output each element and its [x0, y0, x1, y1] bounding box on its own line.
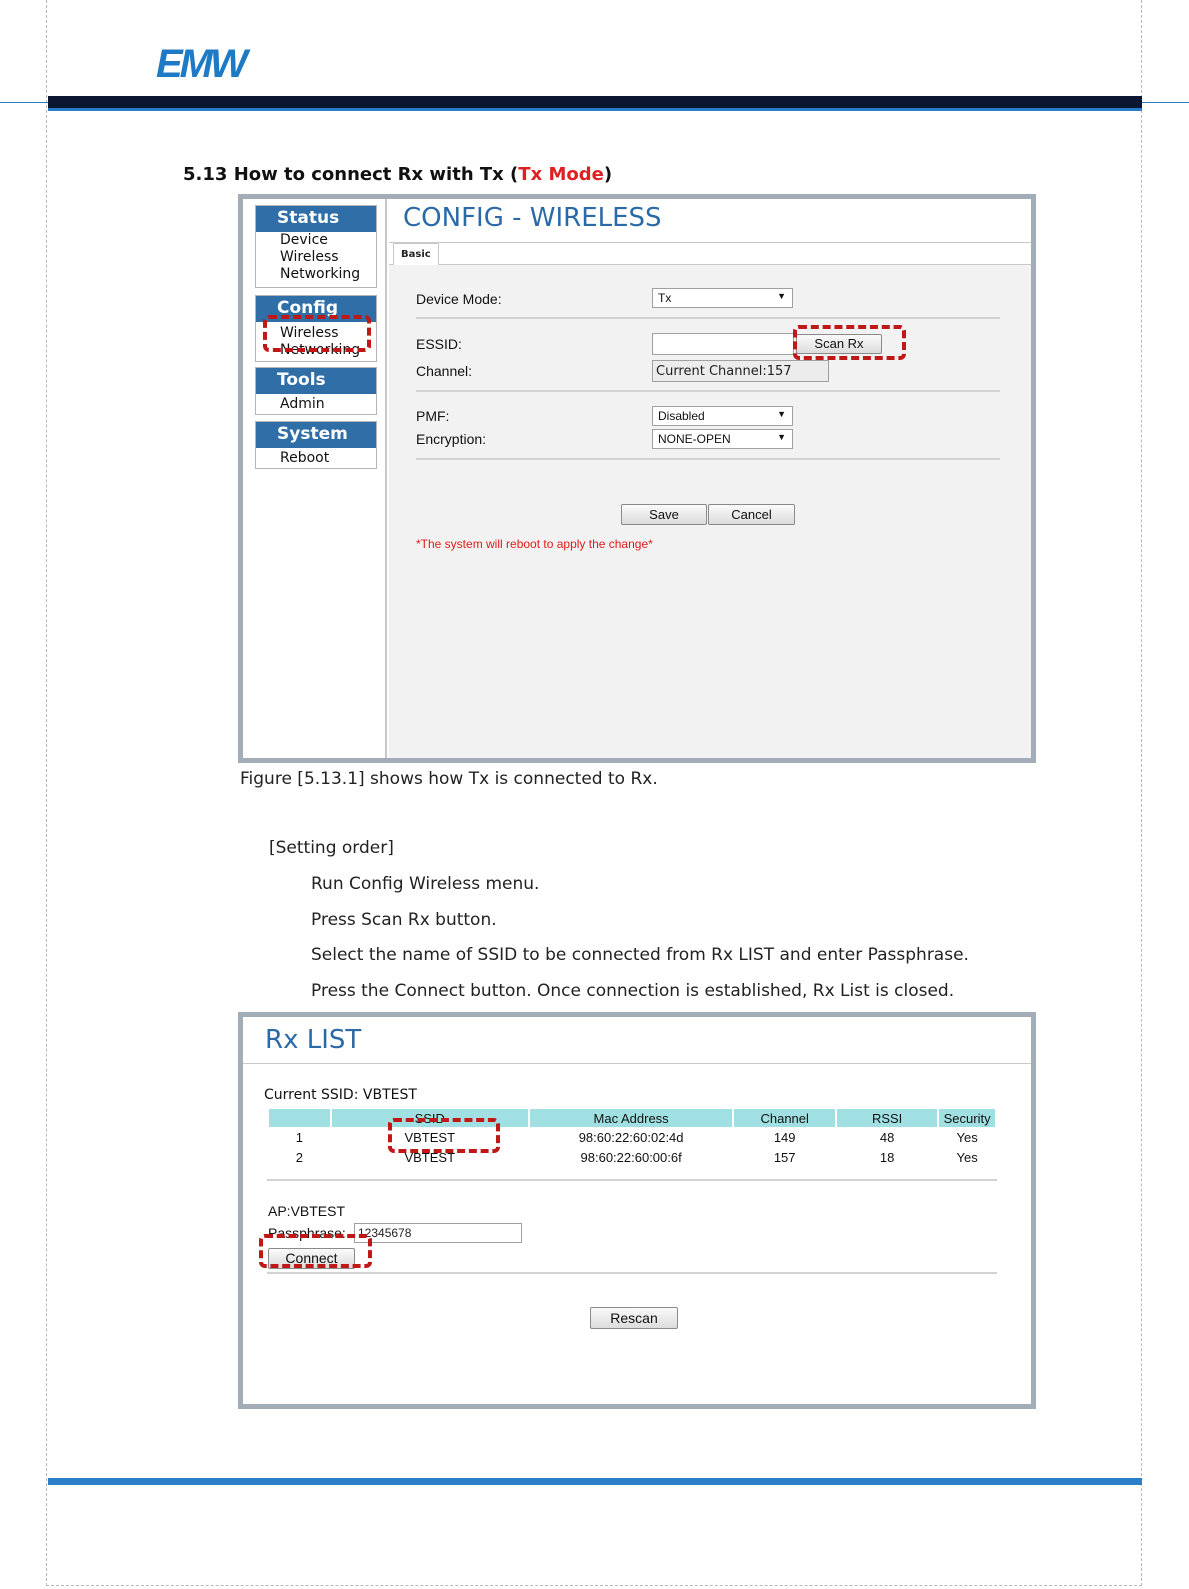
- form-area: [389, 264, 1031, 758]
- menu-item-networking-status[interactable]: Networking: [280, 266, 361, 282]
- table-header-row: [269, 1109, 995, 1127]
- highlight-ssid: [388, 1118, 500, 1153]
- col-mac: Mac Address: [530, 1109, 732, 1127]
- rx-table: [267, 1109, 997, 1167]
- cell-ssid[interactable]: VBTEST: [404, 1129, 456, 1145]
- encryption-value: NONE-OPEN: [658, 432, 731, 446]
- col-ssid: SSID: [332, 1109, 528, 1127]
- divider: [267, 1272, 997, 1274]
- channel-readonly: Current Channel:157: [652, 360, 829, 382]
- cell-index: 2: [295, 1149, 303, 1165]
- highlight-wireless-menu: [263, 315, 371, 352]
- step-3: Select the name of SSID to be connected from Rx LIST and enter Passphrase.: [311, 945, 969, 965]
- menu-item-wireless-status[interactable]: Wireless: [280, 249, 339, 265]
- menu-item-networking-config[interactable]: Networking: [280, 342, 361, 358]
- section-number: 5.13: [183, 164, 228, 185]
- connect-button[interactable]: Connect: [268, 1248, 355, 1269]
- menu-head-tools[interactable]: Tools: [256, 368, 376, 394]
- menu-group-status: [255, 205, 377, 288]
- col-rssi: RSSI: [837, 1109, 937, 1127]
- dropdown-arrow-icon: ▼: [777, 291, 786, 301]
- menu-head-status[interactable]: Status: [256, 206, 376, 232]
- divider: [416, 317, 1000, 319]
- dropdown-arrow-icon: ▼: [777, 409, 786, 419]
- encryption-label: Encryption:: [416, 431, 487, 447]
- cancel-button[interactable]: Cancel: [708, 504, 795, 525]
- config-wireless-screenshot: [238, 194, 1036, 763]
- step-2: Press Scan Rx button.: [311, 910, 497, 930]
- header-bar: [48, 96, 1142, 111]
- setting-order-heading: [Setting order]: [269, 838, 394, 858]
- section-title-end: ): [603, 164, 613, 185]
- ap-label: AP:VBTEST: [268, 1203, 346, 1219]
- essid-label: ESSID:: [416, 336, 462, 352]
- divider: [416, 458, 1000, 460]
- rescan-button[interactable]: Rescan: [590, 1307, 678, 1329]
- cell-channel: 149: [773, 1129, 796, 1145]
- cell-index: 1: [295, 1129, 303, 1145]
- section-title: [183, 164, 612, 185]
- cell-rssi: 18: [879, 1149, 895, 1165]
- menu-item-wireless-config[interactable]: Wireless: [280, 325, 339, 341]
- section-title-mode: Tx Mode: [518, 164, 604, 185]
- menu-group-tools: [255, 367, 377, 415]
- cell-ssid[interactable]: VBTEST: [404, 1149, 456, 1165]
- reboot-warning: *The system will reboot to apply the change*: [416, 537, 653, 551]
- save-button[interactable]: Save: [621, 504, 707, 525]
- figure-caption: Figure [5.13.1] shows how Tx is connected to Rx.: [240, 769, 658, 789]
- pmf-label: PMF:: [416, 408, 450, 424]
- cell-mac: 98:60:22:60:02:4d: [578, 1129, 684, 1145]
- menu-item-reboot[interactable]: Reboot: [280, 450, 330, 466]
- step-4: Press the Connect button. Once connection is established, Rx List is closed.: [311, 981, 955, 1001]
- pmf-select[interactable]: [652, 406, 793, 426]
- highlight-connect: [259, 1234, 372, 1268]
- menu-head-config[interactable]: Config: [256, 296, 376, 322]
- menu-group-system: [255, 421, 377, 469]
- title-rule: [243, 1063, 1031, 1064]
- highlight-scan-rx: [793, 325, 906, 360]
- essid-input[interactable]: [652, 333, 794, 355]
- current-ssid: Current SSID: VBTEST: [264, 1087, 417, 1103]
- tab-rule: [389, 242, 1031, 243]
- emw-logo: EMW: [156, 42, 245, 86]
- pmf-value: Disabled: [658, 409, 705, 423]
- passphrase-input[interactable]: 12345678: [354, 1223, 522, 1243]
- col-security: Security: [939, 1109, 995, 1127]
- device-mode-label: Device Mode:: [416, 291, 502, 307]
- device-mode-select[interactable]: [652, 288, 793, 308]
- footer-bar: [48, 1478, 1142, 1485]
- divider: [267, 1179, 997, 1181]
- cell-security: Yes: [956, 1149, 978, 1165]
- rx-list-title: Rx LIST: [265, 1025, 362, 1055]
- cell-mac: 98:60:22:60:00:6f: [580, 1149, 682, 1165]
- col-channel: Channel: [734, 1109, 835, 1127]
- menu-item-admin[interactable]: Admin: [280, 396, 325, 412]
- cell-security: Yes: [956, 1129, 978, 1145]
- rx-list-screenshot: [238, 1012, 1036, 1409]
- table-row[interactable]: [269, 1147, 995, 1167]
- passphrase-label: Passphrase:: [268, 1225, 346, 1241]
- page-title: CONFIG - WIRELESS: [403, 203, 662, 233]
- table-row[interactable]: [269, 1127, 995, 1147]
- step-1: Run Config Wireless menu.: [311, 874, 540, 894]
- config-content: [389, 199, 1031, 758]
- channel-label: Channel:: [416, 363, 473, 379]
- section-title-main: How to connect Rx with Tx (: [233, 164, 519, 185]
- cell-rssi: 48: [879, 1129, 895, 1145]
- encryption-select[interactable]: [652, 429, 793, 449]
- col-index: [269, 1109, 330, 1127]
- scan-rx-button[interactable]: Scan Rx: [796, 334, 882, 354]
- dropdown-arrow-icon: ▼: [777, 432, 786, 442]
- menu-head-system[interactable]: System: [256, 422, 376, 448]
- menu-item-device[interactable]: Device: [280, 232, 328, 248]
- sidebar: [243, 199, 387, 758]
- cell-channel: 157: [773, 1149, 796, 1165]
- device-mode-value: Tx: [658, 291, 672, 305]
- divider: [416, 390, 1000, 392]
- tab-basic[interactable]: Basic: [393, 243, 439, 265]
